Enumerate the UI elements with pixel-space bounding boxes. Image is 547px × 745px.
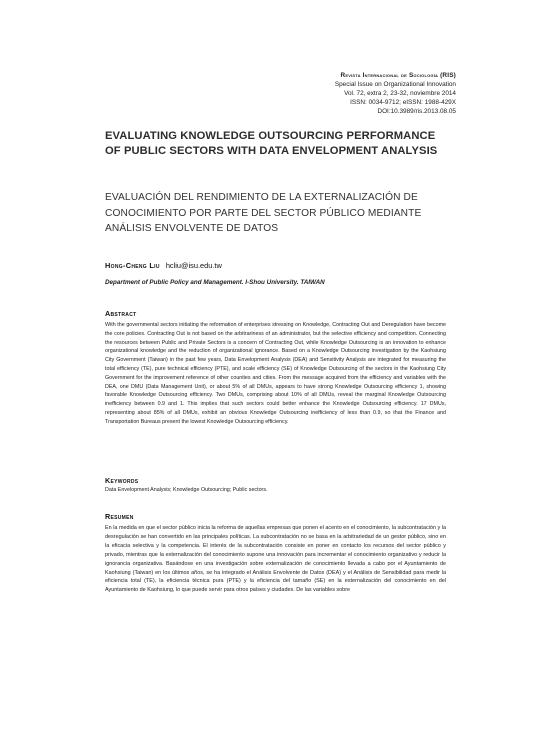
- journal-name: Revista Internacional de Sociología (RIS): [340, 72, 456, 79]
- resumen-text: En la medida en que el sector público inicia la reforma de aquellas empresas que ponen el acento en el conocimiento, la subcontratación y la desregulación se han convertido en las principales políticas. La subcontratación no se basa en la arbitrariedad de un gestor público, sino en la eficacia selectiva y la competencia. El interés de la subcontratación consiste en poner en contacto los recursos del sector público y privado, mientras que la externalización del conocimiento supone una innovación para incrementar el conocimiento organizativo y reducir la ignorancia organizativa. Basándose en una investigación sobre externalización de conocimiento llevada a cabo por el Ayuntamiento de Kaohsiung (Taiwan) en los últimos años, se ha integrado el Análisis Envolvente de Datos (DEA) y el Análisis de Sensibilidad para medir la eficiencia total (TE), la eficiencia técnica pura (PTE) y la eficiencia del tamaño (SE) en la externalización del conocimiento en del Ayuntamiento de Kaohsiung, lo que puede servir para otros países y ciudades. De las variables sobre: [105, 525, 446, 594]
- volume-info: Vol. 72, extra 2, 23-32, noviembre 2014: [344, 90, 456, 98]
- keywords-heading: Keywords: [105, 476, 139, 485]
- author-line: [105, 261, 222, 270]
- abstract-heading: Abstract: [105, 309, 137, 318]
- author-affiliation: Department of Public Policy and Management. I-Shou University. TAIWAN: [105, 279, 325, 286]
- resumen-heading: Resumen: [105, 512, 134, 521]
- issn-info: ISSN: 0034-9712; eISSN: 1988-429X: [350, 99, 456, 107]
- abstract-text: With the governmental sectors initiating the reformation of enterprises stressing on Knowledge, Contracting Out and Deregulation have become the core policies. Contracting Out is not based on the arbitrariness of an administrator, but the selective efficiency and competition. Connecting the resources between Public and Private Sectors is a concern of Contracting Out, while Knowledge Outsourcing is an innovation to enhance organizational knowledge and the reduction of organizational ignorance. Based on a Knowledge Outsourcing investigation by the Kaohsiung City Government (Taiwan) in the past few years, Data Envelopment Analysis (DEA) and Sensitivity Analysis are integrated for measuring the total efficiency (TE), pure technical efficiency (PTE), and scale efficiency (SE) of Knowledge Outsourcing of the sectors in the Kaohsiung City Government for the improvement reference of other counties and cities. From the message acquired from the efficiency and variables with the DEA, one DMU (Data Management Unit), or about 5% of all DMUs, appears to have strong Knowledge Outsourcing efficiency 1, showing favorable Knowledge Outsourcing efficiency. Two DMUs, comprising about 10% of all DMUs, reveal the marginal Knowledge Outsourcing inefficiency between 0.9 and 1. This implies that such sectors could better enhance the Knowledge Outsourcing efficiency. 17 DMUs, representing about 85% of all DMUs, exhibit an obvious Knowledge Outsourcing inefficiency of less than 0.9, so that the Finance and Transportation Bureaus present the lowest Knowledge Outsourcing efficiency.: [105, 322, 446, 425]
- title-english: EVALUATING KNOWLEDGE OUTSOURCING PERFORMANCE OF PUBLIC SECTORS WITH DATA ENVELOPMENT ANALYSIS: [105, 130, 438, 157]
- journal-header: [335, 71, 456, 116]
- author-name: Hong-Cheng Liu: [105, 261, 160, 270]
- author-email: hcliu@isu.edu.tw: [165, 261, 222, 270]
- keywords-text: Data Envelopment Analysis; Knowledge Outsourcing; Public sectors.: [105, 487, 268, 493]
- doi-info: DOI:10.3989/ris.2013.08.05: [377, 108, 456, 116]
- title-spanish: EVALUACIÓN DEL RENDIMIENTO DE LA EXTERNALIZACIÓN DE CONOCIMIENTO POR PARTE DEL SECTOR PÚBLICO MEDIANTE ANÁLISIS ENVOLVENTE DE DATOS: [105, 192, 422, 234]
- special-issue: Special Issue on Organizational Innovation: [334, 81, 456, 89]
